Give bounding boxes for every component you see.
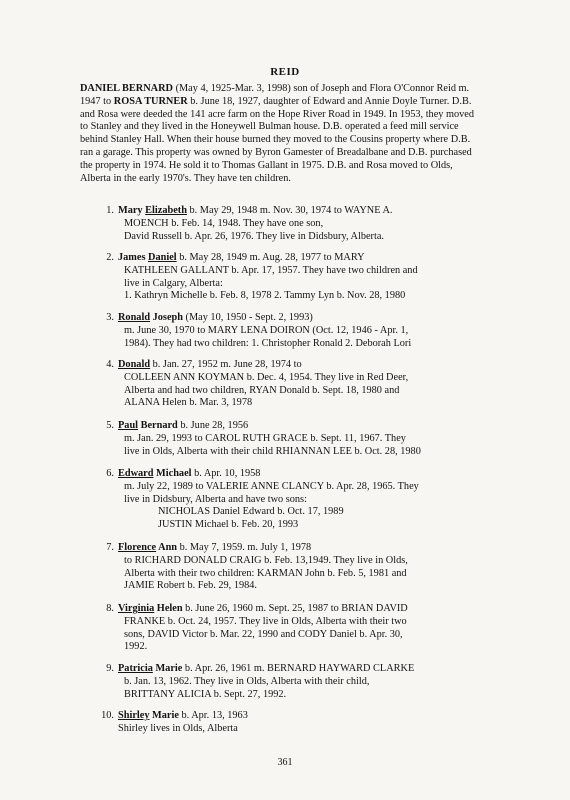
child-entry [106, 542, 532, 593]
child-line: JAMIE Robert b. Feb. 29, 1984. [124, 580, 257, 592]
child-line: MOENCH b. Feb. 14, 1948. They have one son, [124, 217, 324, 229]
intro-paragraph [80, 83, 520, 185]
child-line [118, 603, 532, 616]
child-number: 1. [106, 205, 114, 216]
child-line: David Russell b. Apr. 26, 1976. They live in Didsbury, Alberta. [124, 230, 384, 242]
child-number: 10. [101, 710, 114, 721]
child-text: b. Apr. 26, 1961 m. BERNARD HAYWARD CLARKE [182, 663, 415, 674]
child-line [118, 205, 532, 218]
child-entry [106, 205, 532, 243]
child-line: JUSTIN Michael b. Feb. 20, 1993 [158, 519, 299, 531]
child-line: b. Jan. 13, 1962. They live in Olds, Alberta with their child, [124, 675, 370, 687]
child-line [118, 663, 532, 676]
child-name-underlined: Ronald [118, 312, 151, 323]
intro-text: 1947 to [80, 95, 114, 107]
child-line: m. Jan. 29, 1993 to CAROL RUTH GRACE b. Sept. 11, 1967. They [124, 432, 406, 444]
intro-text: (May 4, 1925-Mar. 3, 1998) son of Joseph and Flora O'Connor Reid m. [175, 83, 470, 94]
child-line: 1992. [124, 641, 148, 653]
intro-line: ran a garage. This property was owned by Byron Gamester of Breadalbane and D.B. purchased [80, 146, 472, 158]
child-line [118, 312, 532, 325]
child-line [118, 359, 532, 372]
child-text: b. May 28, 1949 m. Aug. 28, 1977 to MARY [176, 252, 365, 263]
child-text: b. June 26, 1960 m. Sept. 25, 1987 to BRIAN DAVID [182, 603, 408, 614]
child-text: b. Apr. 10, 1958 [191, 468, 261, 479]
child-entry [106, 359, 532, 410]
child-text: b. May 29, 1948 m. Nov. 30, 1974 to WAYNE A. [186, 205, 393, 216]
child-number: 6. [106, 468, 114, 479]
intro-line: Alberta in the early 1970's. They have ten children. [80, 172, 291, 184]
child-line [118, 252, 532, 265]
child-line: BRITTANY ALICIA b. Sept. 27, 1992. [124, 688, 287, 700]
child-name-underlined: Paul [118, 420, 139, 431]
child-text: (May 10, 1950 - Sept. 2, 1993) [182, 312, 313, 323]
child-name-underlined: Florence [118, 542, 157, 553]
child-line: m. July 22, 1989 to VALERIE ANNE CLANCY b. Apr. 28, 1965. They [124, 480, 419, 492]
child-line: live in Olds, Alberta with their child RHIANNAN LEE b. Oct. 28, 1980 [124, 445, 421, 457]
child-entry [106, 603, 532, 654]
child-line [118, 710, 532, 723]
child-number: 3. [106, 312, 114, 323]
child-text: b. Jan. 27, 1952 m. June 28, 1974 to [150, 359, 302, 370]
child-line: Alberta and had two children, RYAN Donald b. Sept. 18, 1980 and [124, 384, 400, 396]
child-line: 1. Kathryn Michelle b. Feb. 8, 1978 2. Tammy Lyn b. Nov. 28, 1980 [124, 290, 406, 302]
child-number: 7. [106, 542, 114, 553]
child-name-underlined: Edward [118, 468, 154, 479]
intro-line [80, 96, 520, 109]
child-number: 4. [106, 359, 114, 370]
father-name: DANIEL BERNARD [80, 83, 173, 94]
child-text: b. Apr. 13, 1963 [178, 710, 248, 721]
child-name: Mary [118, 205, 146, 216]
child-name-rest: Bernard [138, 420, 178, 431]
child-line: 1984). They had two children: 1. Christopher Ronald 2. Deborah Lori [124, 337, 412, 349]
child-name-underlined: Virginia [118, 603, 155, 614]
child-name-underlined: Donald [118, 359, 151, 370]
child-name-underlined: Patricia [118, 663, 153, 674]
child-text: b. May 7, 1959. m. July 1, 1978 [177, 542, 312, 553]
child-name-underlined: Elizabeth [145, 205, 187, 216]
child-line [118, 420, 532, 433]
child-number: 2. [106, 252, 114, 263]
child-name-rest: Helen [154, 603, 183, 614]
child-line: sons, DAVID Victor b. Mar. 22, 1990 and CODY Daniel b. Apr. 30, [124, 628, 403, 640]
child-entry [106, 468, 532, 532]
child-entry [101, 710, 532, 736]
child-line [118, 468, 532, 481]
intro-line: and Rosa were deeded the 141 acre farm on the Hope River Road in 1949. In 1953, they moved [80, 108, 475, 120]
child-entry [106, 312, 532, 350]
child-line: ALANA Helen b. Mar. 3, 1978 [124, 397, 253, 409]
child-line: NICHOLAS Daniel Edward b. Oct. 17, 1989 [158, 506, 344, 518]
child-number: 5. [106, 420, 114, 431]
page-number: 361 [277, 757, 293, 768]
child-line [118, 542, 532, 555]
child-entry [106, 420, 532, 458]
child-number: 8. [106, 603, 114, 614]
page-title: REID [270, 66, 300, 78]
intro-line: behind Stanley Hall. When their house burned they moved to the Cousins property where D.B. [80, 134, 471, 146]
child-name-rest: Michael [153, 468, 192, 479]
child-entry [106, 252, 532, 303]
child-line: live in Didsbury, Alberta and have two sons: [124, 493, 307, 505]
child-text: b. June 28, 1956 [177, 420, 249, 431]
mother-name: ROSA TURNER [113, 95, 188, 107]
intro-line: to Stanley and they lived in the Honeywell Bulman house. D.B. operated a feed mill service [80, 121, 459, 133]
child-line: Alberta with their two children: KARMAN John b. Feb. 5, 1981 and [124, 567, 407, 579]
child-line: to RICHARD DONALD CRAIG b. Feb. 13,1949. They live in Olds, [124, 554, 408, 566]
child-line: FRANKE b. Oct. 24, 1957. They live in Olds, Alberta with their two [124, 615, 407, 627]
intro-line [80, 83, 520, 96]
child-name-rest: Marie [149, 710, 179, 721]
child-entry [106, 663, 532, 701]
child-number: 9. [106, 663, 114, 674]
child-name-rest: Marie [152, 663, 183, 674]
child-name: James [118, 252, 149, 263]
child-name-rest: Joseph [150, 312, 183, 323]
child-line: COLLEEN ANN KOYMAN b. Dec. 4, 1954. They live in Red Deer, [124, 371, 409, 383]
child-line: Shirley lives in Olds, Alberta [118, 722, 238, 734]
intro-line: the property in 1974. He sold it to Thomas Gallant in 1975. D.B. and Rosa moved to Olds, [80, 159, 453, 171]
child-name-underlined: Shirley [118, 710, 150, 721]
intro-text: b. June 18, 1927, daughter of Edward and Annie Doyle Turner. D.B. [187, 95, 472, 107]
child-line: m. June 30, 1970 to MARY LENA DOIRON (Oct. 12, 1946 - Apr. 1, [124, 324, 409, 336]
child-line: live in Calgary, Alberta: [124, 277, 223, 289]
child-line: KATHLEEN GALLANT b. Apr. 17, 1957. They have two children and [124, 264, 418, 276]
child-name-rest: Ann [156, 542, 178, 553]
child-name-underlined: Daniel [148, 252, 177, 263]
